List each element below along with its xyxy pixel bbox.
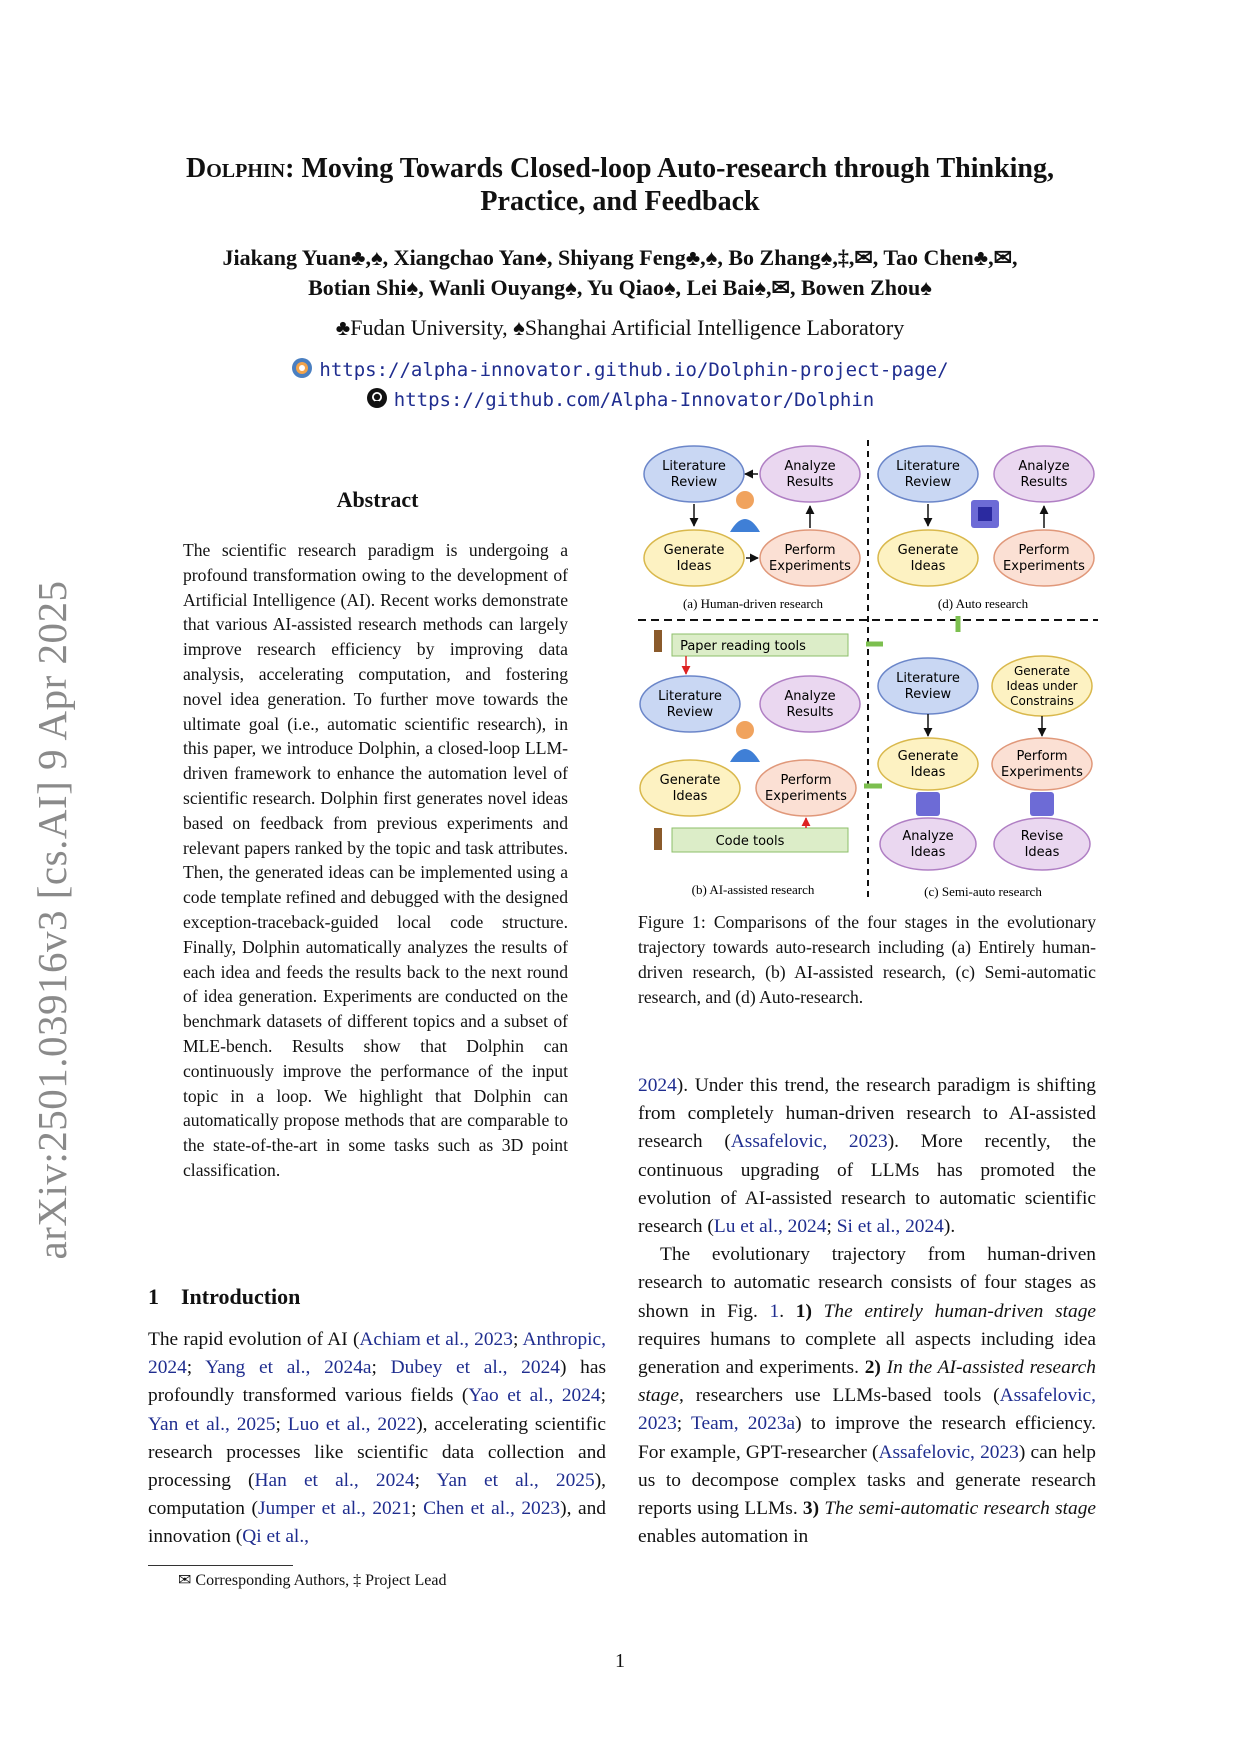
svg-text:Review: Review <box>904 475 952 490</box>
author-list <box>130 243 1110 303</box>
panel-a-label: (a) Human-driven research <box>682 596 824 611</box>
footnote-rule <box>148 1565 293 1566</box>
panel-b-label: (b) AI-assisted research <box>691 882 815 897</box>
svg-text:Review: Review <box>666 705 714 720</box>
svg-text:Literature: Literature <box>896 671 960 686</box>
citation[interactable]: Jumper et al., 2021 <box>257 1498 412 1520</box>
intro-paragraph-2: The evolutionary trajectory from human-driven research to automatic research consists of four stages as shown in Fig. 1. 1) The entirely human-driven stage requires humans to complete all aspects including idea generation and experiments. 2) In the AI-assisted research stage, researchers use LLMs-based tools (Assafelovic, 2023; Team, 2023a) to improve the research efficiency. For example, GPT-researcher (Assafelovic, 2023) can help us to decompose complex tasks and generate research reports using LLMs. 3) The semi-automatic research stage enables automation in <box>638 1244 1097 1548</box>
title-line1: : Moving Towards Closed-loop Auto-research through Thinking, <box>285 153 1054 184</box>
affiliations: ♣Fudan University, ♠Shanghai Artificial Intelligence Laboratory <box>335 315 905 340</box>
github-link-row <box>130 387 1110 414</box>
citation[interactable]: Luo et al., 2022 <box>287 1413 417 1435</box>
svg-text:Ideas: Ideas <box>676 559 712 574</box>
citation[interactable]: Assafelovic, 2023 <box>638 1385 1096 1435</box>
section-title: Introduction <box>181 1284 301 1309</box>
citation[interactable]: Team, 2023a <box>690 1413 796 1435</box>
svg-text:Ideas: Ideas <box>1024 845 1060 860</box>
panel-c <box>864 616 1092 899</box>
intro-paragraph-1-cont: 2024). Under this trend, the research paradigm is shifting from completely human-driven research to AI-assisted research (Assafelovic, 2023). More recently, the continuous upgrading of LLMs has promoted the evolution of AI-assisted research to automatic scientific research (Lu et al., 2024; Si et al., 2024). <box>638 1075 1096 1238</box>
svg-text:Generate: Generate <box>897 543 959 558</box>
svg-text:Experiments: Experiments <box>765 789 847 804</box>
svg-text:Generate: Generate <box>1013 664 1071 678</box>
figure-caption: Figure 1: Comparisons of the four stages in the evolutionary trajectory towards auto-research including (a) Entirely human-driven research, (b) AI-assisted research, (c) Semi-automatic research, and (d) Auto-research. <box>638 912 1096 1007</box>
citation[interactable]: Yan et al., 2025 <box>148 1413 276 1435</box>
citation[interactable]: 2024 <box>638 1075 677 1096</box>
citation[interactable]: Qi et al., <box>242 1526 310 1548</box>
svg-text:Experiments: Experiments <box>1001 765 1083 780</box>
intro-right-column <box>638 1072 1096 1551</box>
svg-text:Results: Results <box>786 475 834 490</box>
svg-text:Literature: Literature <box>896 459 960 474</box>
section-heading <box>148 1284 300 1310</box>
citation[interactable]: Assafelovic, 2023 <box>878 1441 1019 1463</box>
citation[interactable]: Assafelovic, 2023 <box>730 1131 888 1153</box>
citation[interactable]: Han et al., 2024 <box>254 1470 415 1492</box>
svg-text:Ideas: Ideas <box>910 845 946 860</box>
github-icon <box>366 387 388 414</box>
svg-text:Ideas: Ideas <box>910 559 946 574</box>
svg-text:Experiments: Experiments <box>1003 559 1085 574</box>
authors-line2: Botian Shi♠, Wanli Ouyang♠, Yu Qiao♠, Lei Bai♠,✉, Bowen Zhou♠ <box>308 275 932 300</box>
svg-text:Perform: Perform <box>784 543 836 558</box>
svg-text:Results: Results <box>1020 475 1068 490</box>
citation[interactable]: Si et al., 2024 <box>836 1216 944 1238</box>
svg-text:Perform: Perform <box>1018 543 1070 558</box>
section-number: 1 <box>148 1284 159 1309</box>
citation[interactable]: Yang et al., 2024a <box>205 1357 372 1379</box>
svg-text:Perform: Perform <box>1016 749 1068 764</box>
project-link-row <box>130 357 1110 384</box>
svg-text:Paper reading tools: Paper reading tools <box>680 639 806 654</box>
paper-title <box>130 152 1110 218</box>
svg-text:Analyze: Analyze <box>784 689 836 704</box>
panel-c-label: (c) Semi-auto research <box>924 884 1042 899</box>
figure-1 <box>638 440 1098 900</box>
svg-text:Revise: Revise <box>1020 829 1064 844</box>
github-link[interactable]: https://github.com/Alpha-Innovator/Dolphin <box>393 389 875 411</box>
citation[interactable]: Yao et al., 2024 <box>468 1385 601 1407</box>
svg-text:Analyze: Analyze <box>902 829 954 844</box>
svg-text:Ideas: Ideas <box>910 765 946 780</box>
svg-text:Code tools: Code tools <box>715 834 785 849</box>
footnote: ✉ Corresponding Authors, ‡ Project Lead <box>178 1572 447 1589</box>
panel-d <box>878 446 1094 611</box>
panel-a <box>644 446 860 611</box>
svg-text:Generate: Generate <box>659 773 721 788</box>
abstract-heading: Abstract <box>336 487 419 512</box>
svg-text:Experiments: Experiments <box>769 559 851 574</box>
page-number: 1 <box>615 1650 625 1672</box>
svg-text:Ideas: Ideas <box>672 789 708 804</box>
arxiv-sidebar-stamp <box>22 560 82 1280</box>
figure-ref[interactable]: 1 <box>769 1300 780 1322</box>
dolphin-logo-icon <box>291 357 313 384</box>
intro-paragraph-1: The rapid evolution of AI (Achiam et al., 2023; Anthropic, 2024; Yang et al., 2024a; Dubey et al., 2024) has profoundly transformed various fields (Yao et al., 2024; Yan et al., 2025; Luo et al., 2022), accelerating scientific research processes like scientific data collection and processing (Han et al., 2024; Yan et al., 2025), computation (Jumper et al., 2021; Chen et al., 2023), and innovation (Qi et al., <box>148 1329 607 1548</box>
svg-text:Literature: Literature <box>662 459 726 474</box>
project-page-link[interactable]: https://alpha-innovator.github.io/Dolphin-project-page/ <box>319 359 949 381</box>
title-dolphin: Dolphin <box>186 153 286 184</box>
svg-text:Review: Review <box>670 475 718 490</box>
svg-text:Perform: Perform <box>780 773 832 788</box>
authors-line1: Jiakang Yuan♣,♠, Xiangchao Yan♠, Shiyang Feng♣,♠, Bo Zhang♠,‡,✉, Tao Chen♣,✉, <box>222 245 1018 270</box>
citation[interactable]: Yan et al., 2025 <box>436 1470 595 1492</box>
svg-text:Generate: Generate <box>897 749 959 764</box>
svg-text:Analyze: Analyze <box>1018 459 1070 474</box>
panel-b <box>640 630 860 897</box>
citation[interactable]: Chen et al., 2023 <box>423 1498 561 1520</box>
svg-text:Analyze: Analyze <box>784 459 836 474</box>
svg-text:Review: Review <box>904 687 952 702</box>
abstract-body: The scientific research paradigm is undergoing a profound transformation owing to the development of Artificial Intelligence (AI). Recent works demonstrate that various AI-assisted research methods can largely improve research efficiency by improving data analysis, accelerating computation, and fostering novel idea generation. To further move towards the ultimate goal (i.e., automatic scientific research), in this paper, we introduce Dolphin, a closed-loop LLM-driven framework to enhance the automation level of scientific research. Dolphin first generates novel ideas based on feedback from previous experiments and relevant papers ranked by the topic and task attributes. Then, the generated ideas can be implemented using a code template refined and debugged with the designed exception-traceback-guided local code structure. Finally, Dolphin automatically analyzes the results of each idea and feeds the results back to the next round of idea generation. Experiments are conducted on the benchmark datasets of different topics and a subset of MLE-bench. Results show that Dolphin can continuously improve the performance of the input topic in a loop. We highlight that Dolphin can automatically propose methods that are comparable to the state-of-the-art in some tasks such as 3D point classification. <box>183 540 568 1180</box>
svg-text:Results: Results <box>786 705 834 720</box>
svg-text:Literature: Literature <box>658 689 722 704</box>
title-line2: Practice, and Feedback <box>480 186 760 217</box>
arxiv-id: arXiv:2501.03916v3 [cs.AI] 9 Apr 2025 <box>29 580 75 1260</box>
citation[interactable]: Anthropic, 2024 <box>148 1329 606 1379</box>
citation[interactable]: Achiam et al., 2023 <box>359 1329 513 1350</box>
svg-text:Ideas under: Ideas under <box>1006 679 1078 693</box>
panel-d-label: (d) Auto research <box>937 596 1029 611</box>
svg-text:Generate: Generate <box>663 543 725 558</box>
citation[interactable]: Lu et al., 2024 <box>713 1216 827 1238</box>
citation[interactable]: Dubey et al., 2024 <box>390 1357 560 1379</box>
svg-text:Constrains: Constrains <box>1010 694 1074 708</box>
